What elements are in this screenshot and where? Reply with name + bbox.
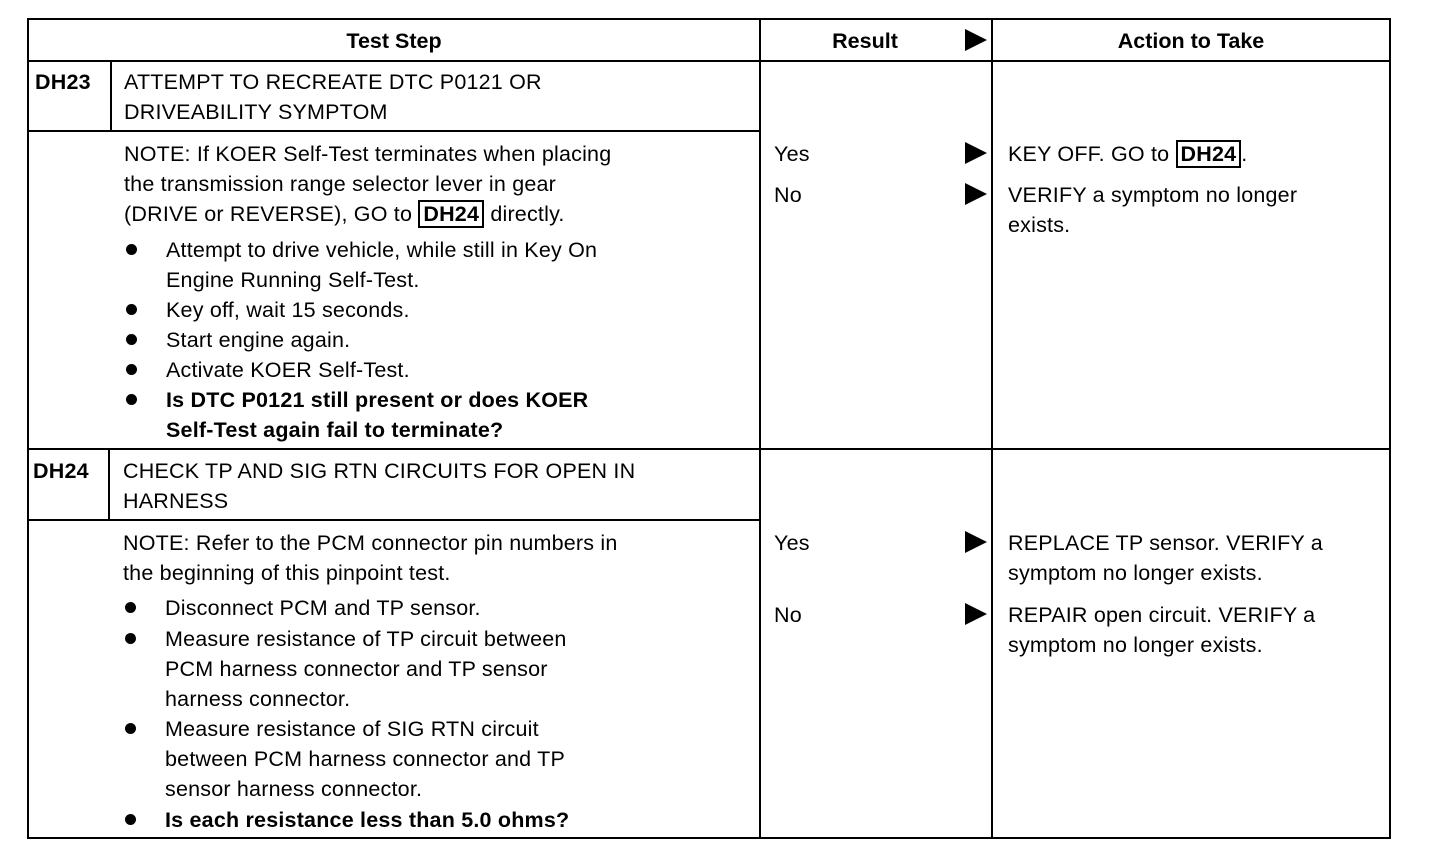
dh24-title-divider bbox=[27, 519, 760, 521]
step-note: the beginning of this pinpoint test. bbox=[123, 561, 451, 585]
result-yes: Yes bbox=[774, 531, 810, 555]
step-id: DH23 bbox=[35, 70, 91, 94]
step-instruction: between PCM harness connector and TP bbox=[165, 747, 565, 771]
result-arrow-icon bbox=[965, 603, 987, 625]
header-result: Result bbox=[832, 29, 898, 53]
step-title: HARNESS bbox=[123, 489, 229, 513]
step-instruction: Attempt to drive vehicle, while still in Key On bbox=[166, 238, 598, 262]
bullet-icon bbox=[125, 602, 136, 613]
dh23-id-divider bbox=[110, 60, 112, 132]
row-divider bbox=[27, 448, 1391, 450]
step-instruction: Start engine again. bbox=[166, 328, 351, 352]
table-border-right bbox=[1389, 18, 1391, 839]
result-arrow-icon bbox=[965, 531, 987, 553]
result-arrow-icon bbox=[965, 142, 987, 164]
bullet-icon bbox=[126, 304, 137, 315]
step-instruction: Disconnect PCM and TP sensor. bbox=[165, 596, 481, 620]
step-id: DH24 bbox=[33, 459, 89, 483]
step-instruction: sensor harness connector. bbox=[165, 777, 423, 801]
step-reference-link[interactable]: DH24 bbox=[418, 200, 484, 228]
bullet-icon bbox=[125, 814, 136, 825]
action-text: REPLACE TP sensor. VERIFY a bbox=[1008, 531, 1323, 555]
table-border-left bbox=[27, 18, 29, 839]
table-border-top bbox=[27, 18, 1391, 20]
step-instruction: Key off, wait 15 seconds. bbox=[166, 298, 410, 322]
step-note: NOTE: If KOER Self-Test terminates when placing bbox=[124, 142, 612, 166]
action-text: symptom no longer exists. bbox=[1008, 633, 1263, 657]
bullet-icon bbox=[125, 723, 136, 734]
bullet-icon bbox=[126, 364, 137, 375]
result-column-divider bbox=[759, 18, 761, 839]
step-instruction: PCM harness connector and TP sensor bbox=[165, 657, 548, 681]
bullet-icon bbox=[126, 244, 137, 255]
step-title: ATTEMPT TO RECREATE DTC P0121 OR bbox=[124, 70, 542, 94]
action-text: REPAIR open circuit. VERIFY a bbox=[1008, 603, 1316, 627]
header-test-step: Test Step bbox=[346, 29, 442, 53]
table-border-bottom bbox=[27, 837, 1391, 839]
action-text: KEY OFF. GO to DH24 . bbox=[1008, 142, 1248, 166]
step-question: Is DTC P0121 still present or does KOER bbox=[166, 388, 589, 412]
action-text: VERIFY a symptom no longer bbox=[1008, 183, 1298, 207]
header-action: Action to Take bbox=[1117, 29, 1265, 53]
result-no: No bbox=[774, 603, 802, 627]
result-no: No bbox=[774, 183, 802, 207]
step-question: Is each resistance less than 5.0 ohms? bbox=[165, 808, 570, 832]
bullet-icon bbox=[126, 334, 137, 345]
bullet-icon bbox=[125, 633, 136, 644]
step-instruction: Activate KOER Self-Test. bbox=[166, 358, 410, 382]
step-note: NOTE: Refer to the PCM connector pin numbers in bbox=[123, 531, 618, 555]
action-reference-link[interactable]: DH24 bbox=[1176, 140, 1242, 168]
action-text: exists. bbox=[1008, 213, 1071, 237]
bullet-icon bbox=[126, 394, 137, 405]
result-arrow-icon bbox=[965, 183, 987, 205]
result-yes: Yes bbox=[774, 142, 810, 166]
step-note: the transmission range selector lever in gear bbox=[124, 172, 557, 196]
step-instruction: Measure resistance of SIG RTN circuit bbox=[165, 717, 539, 741]
step-question: Self-Test again fail to terminate? bbox=[166, 418, 504, 442]
step-instruction: Measure resistance of TP circuit between bbox=[165, 627, 567, 651]
header-divider bbox=[27, 60, 1391, 62]
dh24-id-divider bbox=[108, 448, 110, 521]
action-text: symptom no longer exists. bbox=[1008, 561, 1263, 585]
step-title: CHECK TP AND SIG RTN CIRCUITS FOR OPEN IN bbox=[123, 459, 636, 483]
header-arrow-icon bbox=[965, 29, 987, 51]
step-note: (DRIVE or REVERSE), GO to DH24 directly. bbox=[124, 202, 565, 226]
action-column-divider bbox=[991, 18, 993, 839]
step-title: DRIVEABILITY SYMPTOM bbox=[124, 100, 388, 124]
step-instruction: Engine Running Self-Test. bbox=[166, 268, 420, 292]
step-instruction: harness connector. bbox=[165, 687, 351, 711]
dh23-title-divider bbox=[27, 130, 760, 132]
